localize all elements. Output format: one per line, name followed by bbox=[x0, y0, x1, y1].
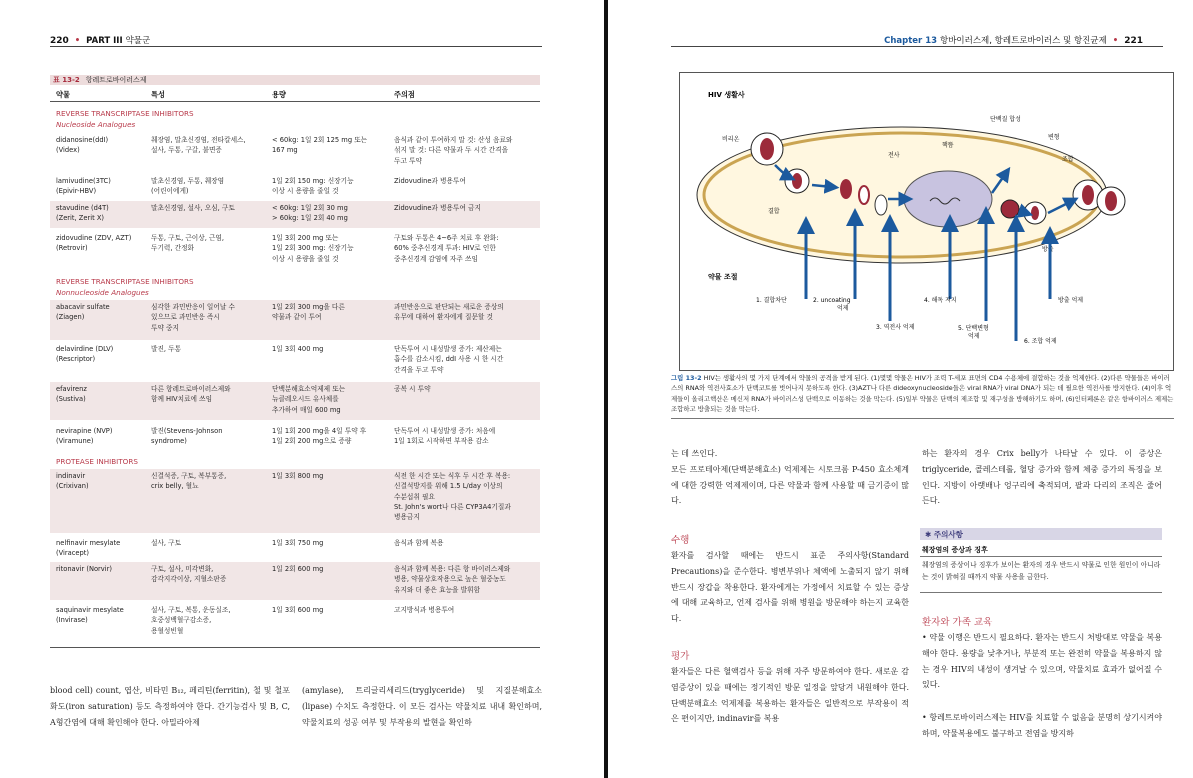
caution-star-icon: ✱ bbox=[925, 530, 932, 539]
row-drug: didanosine(ddI) (Videx) bbox=[56, 136, 109, 155]
virion-icon bbox=[751, 133, 783, 165]
table-row bbox=[50, 201, 540, 228]
column-header-traits: 특성 bbox=[151, 90, 165, 99]
row-dose: 1일 2회 150 mg: 신장기능 이상 시 용량을 줄일 것 bbox=[272, 177, 354, 196]
left-body-column-2: (amylase), 트리글리세리드(tryglyceride) 및 지질분해효소(lipase) 수치도 측정한다. 이 모든 검사는 약물치료 내내 확인하며, 약물치료의 성공 여부 및 부작용의 발현을 확인하 bbox=[302, 686, 542, 727]
row-dose: 1일 2회 600 mg bbox=[272, 565, 324, 573]
heading-practice: 수행 bbox=[671, 535, 690, 546]
right-header: Chapter 13 항바이러스제, 항레트로바이러스 및 항진균제 • 221 bbox=[884, 36, 1143, 46]
chapter-title: 항바이러스제, 항레트로바이러스 및 항진균제 bbox=[940, 36, 1107, 46]
row-dose: 단백분해효소억제제 또는 뉴클레오시드 유사체를 추가하여 매일 600 mg bbox=[272, 385, 346, 414]
figure-caption-label: 그림 13-2 bbox=[671, 374, 702, 382]
inhibitor-1: 1. 결합차단 bbox=[756, 297, 787, 304]
inhibitor-5: 5. 단백변형 억제 bbox=[958, 325, 989, 340]
row-traits: 췌장염, 말초신경염, 전타칼세스, 설사, 두통, 구갈, 불면증 bbox=[151, 136, 246, 155]
column-header-caution: 주의점 bbox=[394, 90, 415, 99]
row-dose: 1일 3회 800 mg bbox=[272, 472, 324, 480]
section-nnrti bbox=[56, 276, 194, 298]
table-row bbox=[50, 536, 540, 561]
left-body-column-1: blood cell) count, 엽산, 비타민 B₁₂, 페리틴(ferritin), 철 및 철포화도(iron saturation) 등도 측정하여야 한다. 간기능검사 및 B, C, A형간염에 대해 확인해야 한다. 아밀라아제 bbox=[50, 686, 290, 727]
figure-caption bbox=[671, 373, 1174, 415]
row-caution: 구토와 두통은 4~6주 치료 후 완화: 60% 중추신경계 투과: HIV로 인한 중추신경계 감염에 자주 쓰임 bbox=[394, 234, 499, 263]
inhibitor-3: 3. 역전사 억제 bbox=[876, 324, 915, 331]
row-traits: 심각한 과민반응이 일어날 수 있으므로 과민반응 즉시 투약 중지 bbox=[151, 303, 235, 332]
row-drug: nevirapine (NVP) (Viramune) bbox=[56, 427, 113, 446]
table-row bbox=[50, 382, 540, 420]
caution-title: 주의사항 bbox=[933, 530, 963, 539]
row-drug: zidovudine (ZDV, AZT) (Retrovir) bbox=[56, 234, 132, 253]
inhibitor-2: 2. uncoating 억제 bbox=[813, 297, 851, 312]
caution-rule-top bbox=[920, 556, 1162, 557]
right-page-number: 221 bbox=[1124, 36, 1143, 46]
table-row bbox=[50, 231, 540, 271]
uncoating-capsid-icon bbox=[840, 179, 852, 199]
row-caution: 공복 시 투약 bbox=[394, 385, 431, 393]
table-row bbox=[50, 133, 540, 169]
row-traits: 구토, 설사, 미각변화, 감각지각이상, 지혈소판증 bbox=[151, 565, 227, 584]
figure-caption-rule bbox=[671, 418, 1174, 419]
row-dose: < 60kg: 1일 2회 30 mg > 60kg: 1일 2회 40 mg bbox=[272, 204, 348, 223]
table-row bbox=[50, 603, 540, 643]
row-caution: 음식과 함께 복용: 다른 항 바이러스제와 병용, 약물상호작용으로 높은 혈중농도 유지와 더 좋은 효능을 발휘함 bbox=[394, 565, 511, 594]
label-release: 방출 bbox=[1042, 246, 1054, 253]
label-nucleus: 핵뜸 bbox=[942, 142, 954, 149]
row-traits: 발진, 두통 bbox=[151, 345, 182, 353]
row-drug: indinavir (Crixivan) bbox=[56, 472, 89, 491]
inhibitor-2-line: 2. uncoating bbox=[813, 297, 851, 304]
row-caution: 단독투여 시 내성발생 증가: 처음에 1일 1회로 시작하면 부작용 감소 bbox=[394, 427, 496, 446]
right-header-rule bbox=[671, 46, 1163, 47]
column-header-dose: 용량 bbox=[272, 90, 286, 99]
row-drug: efavirenz (Sustiva) bbox=[56, 385, 87, 404]
label-variation: 변형 bbox=[1048, 134, 1060, 141]
body-evaluation: 환자들은 다른 혈액검사 등을 위해 자주 방문하여야 한다. 새로운 감염증상이 있을 때에는 정기적인 방문 일정을 앞당겨 내원해야 한다. 단백분해효소 억제제를 복용하는 환자들은 일반적으로 부작용이 적은 편이지만, indinavir를 복용 bbox=[671, 667, 909, 724]
caution-rule-bottom bbox=[920, 592, 1162, 593]
row-caution: Zidovudine과 병용투여 bbox=[394, 177, 466, 185]
section-subtitle: Nucleoside Analogues bbox=[56, 120, 136, 129]
education-bullet-1: • 약물 이행은 반드시 필요하다. 환자는 반드시 처방대로 약물을 복용해야 한다. 용량을 낮추거나, 부분적 또는 완전히 약물을 복용하지 않는 경우 HIV의 내성이 생겨날 수 있으며, 약물치료 효과가 없어질 수 있다. bbox=[922, 633, 1162, 690]
part-label: PART III bbox=[86, 36, 123, 46]
label-binding: 결합 bbox=[768, 208, 780, 215]
section-title: REVERSE TRANSCRIPTASE INHIBITORS bbox=[56, 109, 194, 118]
row-traits: 말초신경염, 두통, 췌장염 (어린이에게) bbox=[151, 177, 225, 196]
row-drug: nelfinavir mesylate (Viracept) bbox=[56, 539, 121, 558]
table-row bbox=[50, 300, 540, 340]
label-drug-control: 약물 조절 bbox=[708, 273, 738, 281]
label-protein-synthesis: 단백질 합성 bbox=[990, 116, 1021, 123]
part-title: 약물군 bbox=[125, 36, 151, 46]
section-nrti bbox=[56, 108, 194, 130]
table-caption: 항레트로바이러스제 bbox=[85, 76, 147, 84]
row-dose: 1일 3회 600 mg bbox=[272, 606, 324, 614]
table-row bbox=[50, 342, 540, 378]
virion-bound-icon bbox=[785, 169, 809, 193]
section-title: REVERSE TRANSCRIPTASE INHIBITORS bbox=[56, 277, 194, 286]
left-header-rule bbox=[50, 46, 542, 47]
caution-box-title bbox=[925, 529, 963, 540]
row-drug: ritonavir (Norvir) bbox=[56, 565, 112, 573]
education-bullet-2: • 항레트로바이러스제는 HIV를 치료할 수 없음을 분명히 상기시켜야 하며, 약물복용에도 불구하고 전염을 방지하 bbox=[922, 713, 1162, 738]
row-dose: 1일 3회 200 mg 또는 1일 2회 300 mg: 신장기능 이상 시 용량을 줄일 것 bbox=[272, 234, 354, 263]
row-traits: 다른 항레트로바이러스제와 함께 HIV치료에 쓰임 bbox=[151, 385, 231, 404]
table-row bbox=[50, 174, 540, 199]
row-drug: abacavir sulfate (Ziagen) bbox=[56, 303, 110, 322]
label-virion: 비리온 bbox=[722, 136, 740, 143]
chapter-label: Chapter 13 bbox=[884, 36, 938, 46]
row-drug: delavirdine (DLV) (Rescriptor) bbox=[56, 345, 114, 364]
column-header-drug: 약물 bbox=[56, 90, 70, 99]
figure-caption-text: HIV는 생활사의 몇 가지 단계에서 약물의 공격을 받게 된다. (1)몇몇 약물은 HIV가 조력 T-세포 표면의 CD4 수용체에 결합하는 것을 억제한다. (2)다른 약물들은 바이러스의 RNA와 역전사효소가 단백코트를 벗어나지 못하도록 한다. (3)AZT나 다른 dideoxynucleoside들은 viral RNA가 viral DNA가 되는 데 필요한 역전사를 방지한다. (4)이후 억제들이 올리고핵산은 메신저 RNA가 바이러스성 단백으로 이동하는 것을 막는다. (5)일부 약물은 단백의 제조합 및 재구성을 방해하기도 하며, (6)인터페론은 같은 항바이러스 제제는 조합하고 방출되는 것을 막는다. bbox=[671, 374, 1174, 414]
hiv-lifecycle-diagram bbox=[680, 73, 1173, 370]
row-caution: 식전 한 시간 또는 식후 두 시간 후 복용: 신결석방지를 위해 1.5 L/day 이상의 수분섭취 필요 St. John's wort나 다른 CYP3A4기질과 병용금지 bbox=[394, 472, 511, 522]
inhibitor-release: 방출 억제 bbox=[1058, 297, 1084, 304]
row-dose: 1일 3회 400 mg bbox=[272, 345, 324, 353]
inhibitor-6: 6. 조합 억제 bbox=[1024, 338, 1057, 345]
inhibitor-4: 4. 해독 저지 bbox=[924, 297, 957, 304]
row-traits: 신결석증, 구토, 복부통증, crix belly, 혈뇨 bbox=[151, 472, 227, 491]
section-pi bbox=[56, 456, 138, 467]
caution-text: 췌장염의 증상이나 징후가 보이는 환자의 경우 반드시 약물로 인한 원인이 아니라는 것이 밝혀질 때까지 약물 사용을 금한다. bbox=[922, 561, 1161, 581]
row-drug: stavudine (d4T) (Zerit, Zerit X) bbox=[56, 204, 109, 223]
heading-evaluation: 평가 bbox=[671, 651, 690, 662]
right-body-col2: 하는 환자의 경우 Crix belly가 나타날 수 있다. 이 증상은 triglyceride, 콜레스테롤, 혈당 증가와 함께 체중 증가의 특징을 보인다. 지방이 아랫배나 엉구리에 축적되며, 팔과 다리의 조직은 줄어든다. bbox=[922, 449, 1162, 506]
row-dose: 1일 3회 750 mg bbox=[272, 539, 324, 547]
row-dose: 1일 1회 200 mg을 4일 투약 후 1일 2회 200 mg으로 증량 bbox=[272, 427, 367, 446]
row-traits: 설사, 구토 bbox=[151, 539, 182, 547]
section-title: PROTEASE INHIBITORS bbox=[56, 457, 138, 466]
row-caution: 음식과 함께 복용 bbox=[394, 539, 444, 547]
table-row bbox=[50, 562, 540, 600]
heading-education: 환자와 가족 교육 bbox=[922, 617, 993, 628]
row-drug: lamivudine(3TC) (Epivir-HBV) bbox=[56, 177, 111, 196]
table-number: 표 13-2 bbox=[53, 76, 80, 84]
left-page-number: 220 bbox=[50, 36, 69, 46]
row-traits: 두통, 구토, 근이상, 근염, 두기력, 간정화 bbox=[151, 234, 225, 253]
row-traits: 설사, 구토, 복통, 운동실조, 호중성백혈구감소증, 용혈성빈혈 bbox=[151, 606, 231, 635]
row-dose: < 60kg: 1일 2회 125 mg 또는 167 mg bbox=[272, 136, 368, 155]
table-row bbox=[50, 424, 540, 452]
row-traits: 말초신경염, 설사, 오심, 구토 bbox=[151, 204, 235, 212]
hiv-lifecycle-figure bbox=[679, 72, 1174, 371]
body-practice: 환자를 검사할 때에는 반드시 표준 주의사항(Standard Precautions)을 준수한다. 병변부위나 체액에 노출되지 않기 위해 반드시 장갑을 착용한다. 환자에게는 가정에서 치료할 수 있는 증상에 대해 교육하고, 언제 검사를 위해 병원을 방문해야 하는지 교육한다. bbox=[671, 551, 909, 624]
row-dose: 1일 2회 300 mg을 다른 약물과 같이 투여 bbox=[272, 303, 345, 322]
label-transcription: 전사 bbox=[888, 152, 900, 159]
figure-title: HIV 생활사 bbox=[708, 91, 745, 99]
row-traits: 발진(Stevens-Johnson syndrome) bbox=[151, 427, 223, 446]
row-caution: 음식과 같이 투여하지 말 것: 산성 음료와 섞지 말 것: 다른 약물과 두 시간 간격을 두고 투약 bbox=[394, 136, 513, 165]
label-assembly: 조합 bbox=[1062, 156, 1074, 163]
row-caution: Zidovudine과 병용투여 금지 bbox=[394, 204, 481, 212]
right-body-intro: 는 데 쓰인다. 모든 프로테아제(단백분해효소) 억제제는 시토크롬 P-450 효소체계에 대한 강력한 억제제이며, 다른 약물과 함께 사용할 때 금기증이 많다. bbox=[671, 449, 909, 506]
table-bottom-rule bbox=[50, 647, 540, 648]
row-drug: saquinavir mesylate (Invirase) bbox=[56, 606, 124, 625]
section-subtitle: Nonnucleoside Analogues bbox=[56, 288, 149, 297]
row-caution: 고지방식과 병용투여 bbox=[394, 606, 455, 614]
table-row bbox=[50, 469, 540, 533]
left-header: 220 • PART III 약물군 bbox=[50, 36, 151, 46]
caution-subtitle: 췌장염의 증상과 징후 bbox=[922, 546, 988, 554]
table-header-rule bbox=[50, 101, 540, 102]
row-caution: 과민반응으로 판단되는 새로운 증상의 유무에 대하여 환자에게 질문할 것 bbox=[394, 303, 504, 322]
table-title bbox=[53, 75, 147, 85]
row-caution: 단독투여 시 내성발생 증가: 제산제는 흡수를 감소시킴, ddI 사용 시 한 시간 간격을 두고 투약 bbox=[394, 345, 504, 374]
